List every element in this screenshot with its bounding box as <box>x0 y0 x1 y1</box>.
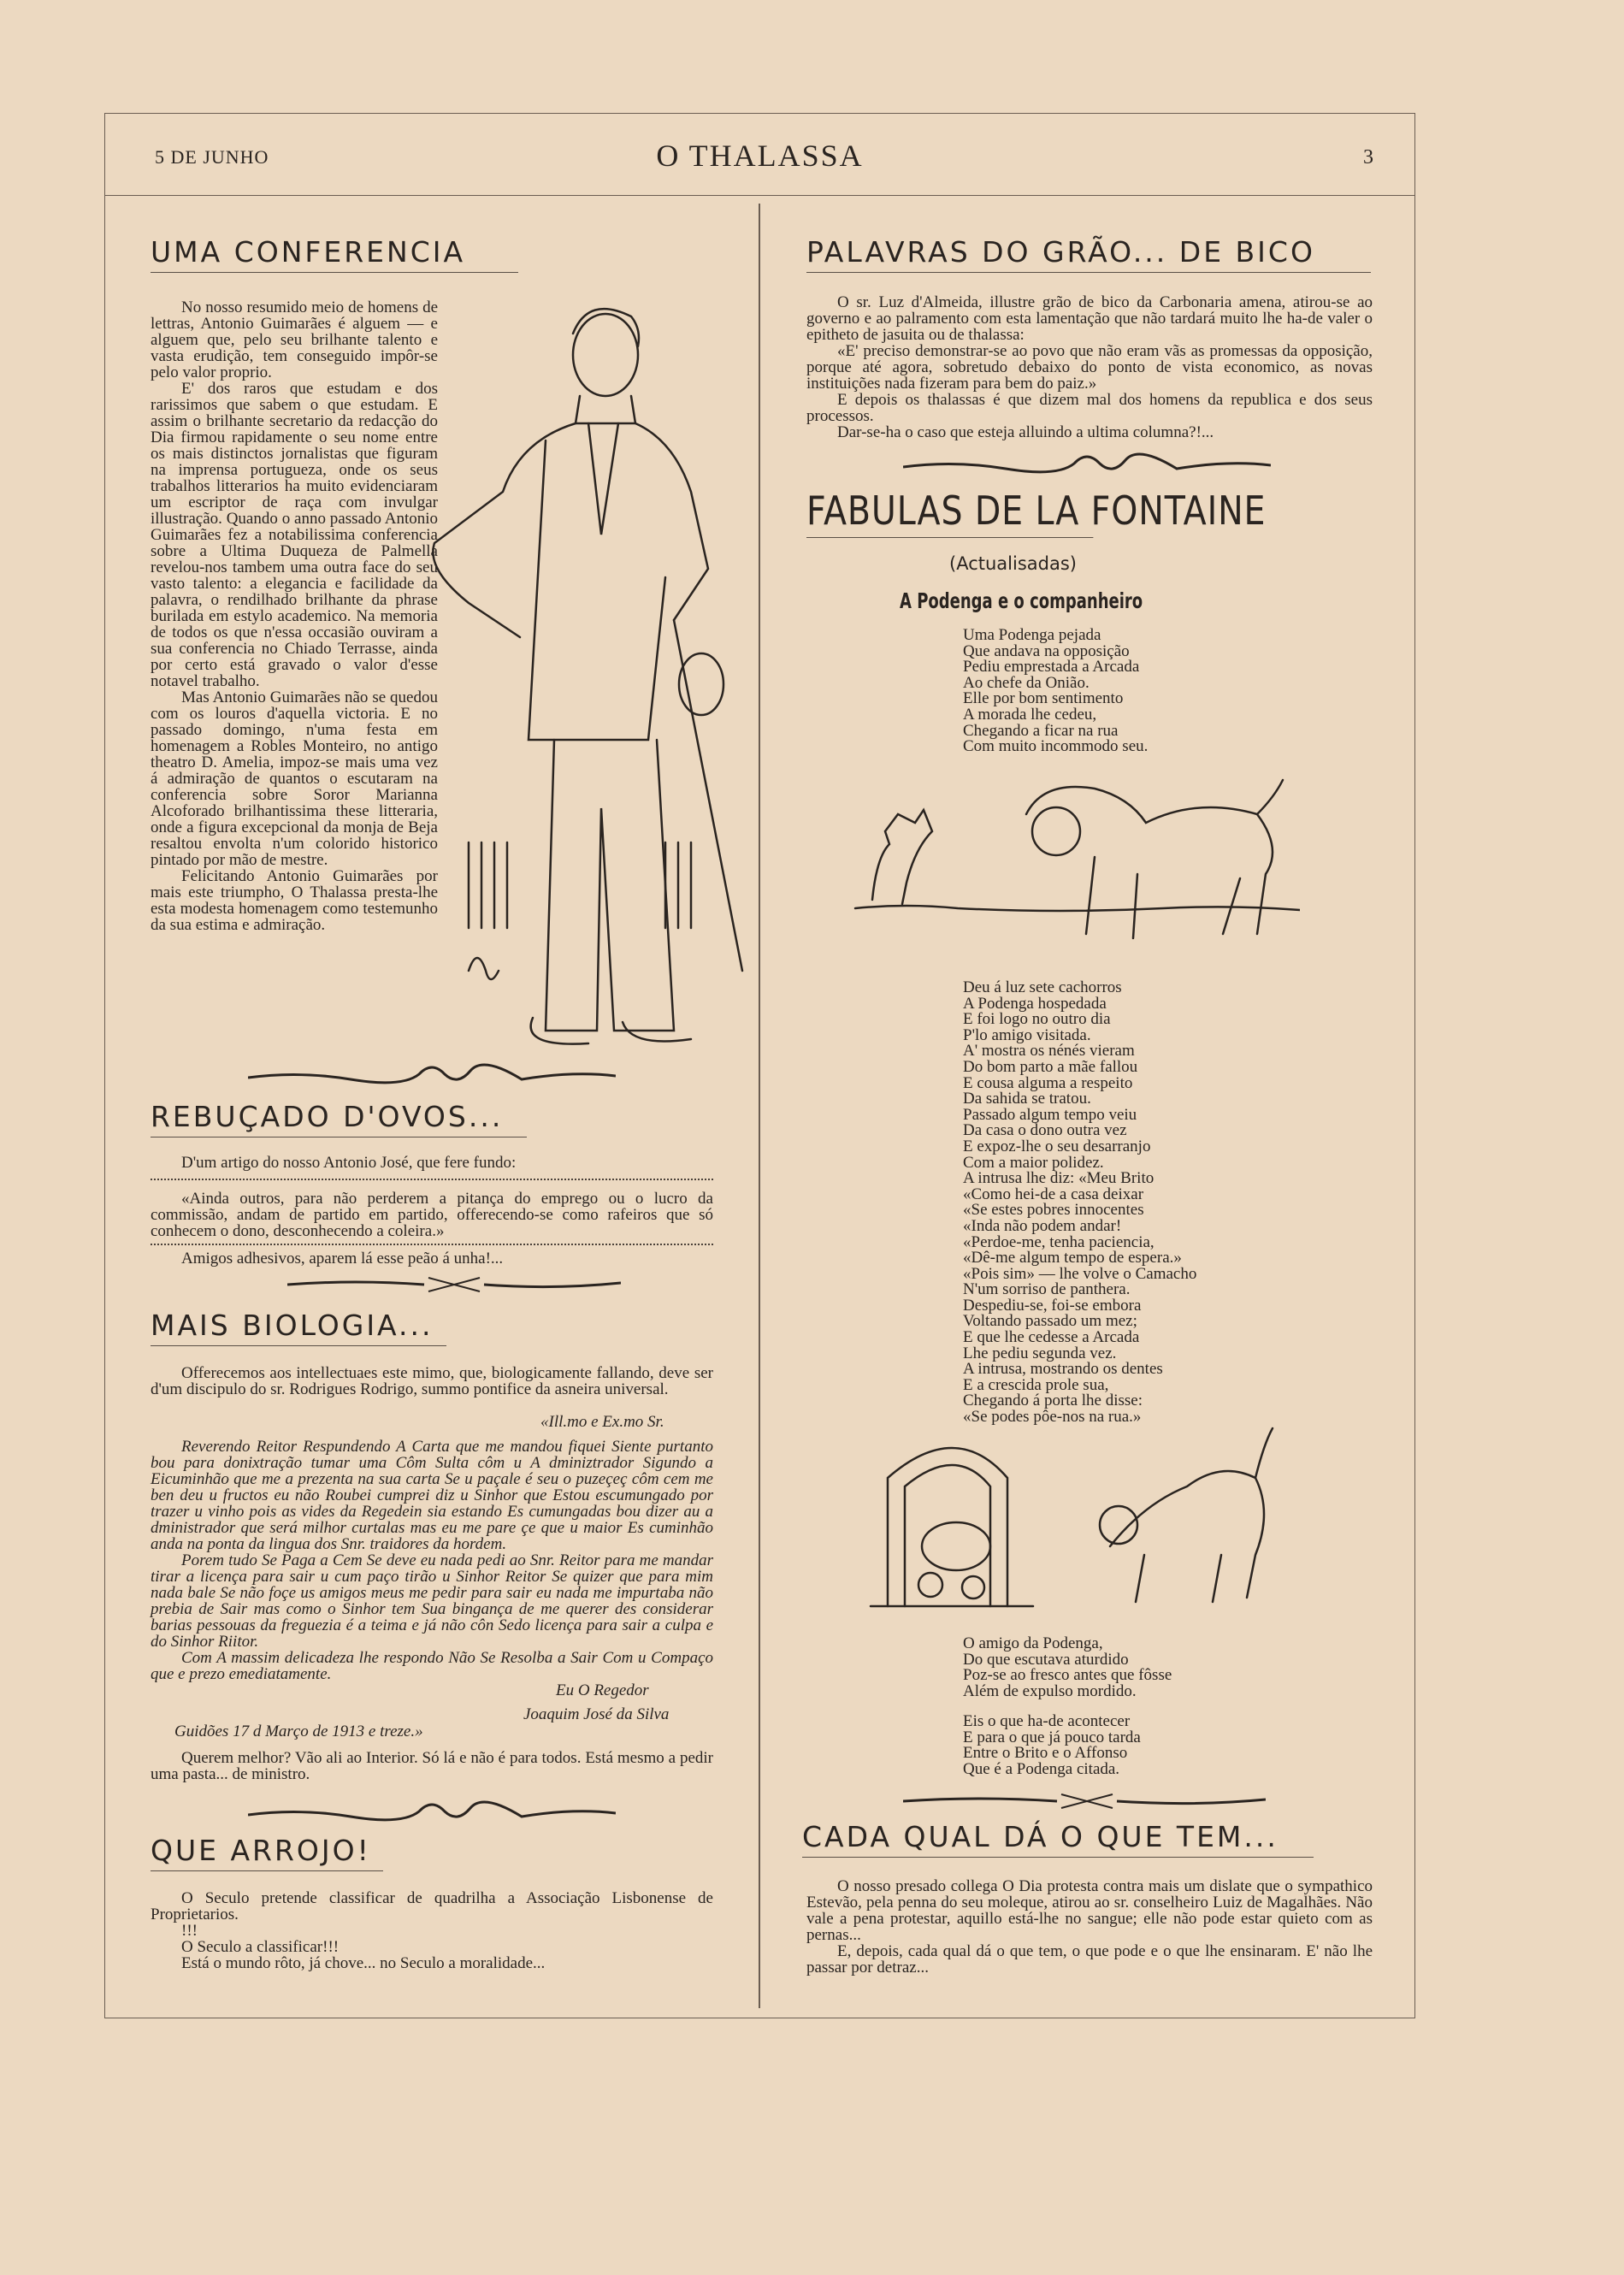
cada-qual-paragraph: O nosso presado collega O Dia protesta contra mais um dislate que o sympathico Estevão, pela penna do seu moleque, atirou ao sr. conselheiro Luiz de Magalhães. Não vale a pena protestar, aquillo está-lhe no sangue; elle não pode estar quieto com as pernas... <box>806 1877 1373 1944</box>
palavras-body <box>806 294 1373 440</box>
rebucado-closing: Amigos adhesivos, aparem lá esse peão á unha!... <box>181 1250 504 1268</box>
fable-stanza-4: Eis o que ha-de acontecer E para o que já pouco tarda Entre o Brito e o Affonso Que é a Podenga citada. <box>963 1712 1141 1778</box>
kennel-illustration <box>862 1427 1290 1616</box>
conferencia-paragraph: No nosso resumido meio de homens de lettras, Antonio Guimarães é alguem — e alguem que, pelo seu brilhante talento e vasta erudição, tem conseguido impôr-se pelo valor proprio. <box>151 298 438 381</box>
letter-signature-title: Eu O Regedor <box>556 1681 649 1699</box>
palavras-paragraph: «E' preciso demonstrar-se ao povo que não eram vãs as promessas da opposição, porque até agora, sobretudo debaixo do ponto de vista economico, as novas instituições nada fizeram para bem do paiz.» <box>806 342 1373 393</box>
arrojo-body <box>151 1890 713 1971</box>
arrojo-line: O Seculo a classificar!!! <box>181 1938 340 1956</box>
letter-paragraph: Reverendo Reitor Respundendo A Carta que me mandou fiquei Siente purtanto bou para donixtração tumar uma Côm Sulta côm u A dminiztrador Sigundo a Eicuminhão que me a prezenta na sua carta Se u paçale é seu o puzeçeç côm cem me ben deu u fructos eu não Roubei cumprei diz u Sinhor que Estou escumungado por trazer u vinho pois as vides da Regedein sia estando Es cumungadas bou dizer au a dministrador que será milhor curtalas mas eu me pare çe que u maior Es cuminhão anda na ponta da lingua dos Snr. traidores da hordem. <box>151 1438 713 1553</box>
letter-paragraph: Porem tudo Se Paga a Cem Se deve eu nada pedi ao Snr. Reitor para me mandar tirar a licença para sair u cum paço tirão u Sinhor Reitor Se quizer que para mim nada bale Se não foçe us amigos meus me pedir para sair eu nada me impurtaba não prebia de Sair mas como o Sinhor tem Sua bingança de me querer des considerar barias pessouas da freguezia é a teima e já não côn Sedo licença para sair a culpa e do Sinhor Riitor. <box>151 1551 713 1651</box>
cada-qual-paragraph: E, depois, cada qual dá o que tem, o que pode e o que lhe ensinaram. E' não lhe passar por detraz... <box>806 1942 1373 1977</box>
palavras-paragraph: Dar-se-ha o caso que esteja alluindo a ultima columna?!... <box>837 423 1214 441</box>
rebucado-body <box>151 1155 713 1171</box>
page-number: 3 <box>1363 146 1373 168</box>
rebucado-intro: D'um artigo do nosso Antonio José, que fere fundo: <box>181 1154 517 1172</box>
issue-date: 5 DE JUNHO <box>155 146 269 168</box>
arrojo-line: O Seculo pretende classificar de quadrilha a Associação Lisbonense de Proprietarios. <box>151 1889 713 1923</box>
cada-qual-heading: CADA QUAL DÁ O QUE TEM... <box>802 1820 1314 1858</box>
letter-place-date: Guidões 17 d Março de 1913 e treze.» <box>174 1722 423 1740</box>
ornament-divider <box>287 1274 621 1295</box>
arrojo-line: Está o mundo rôto, já chove... no Seculo a moralidade... <box>181 1954 546 1972</box>
caricature-illustration <box>417 295 753 1048</box>
arrojo-heading: QUE ARROJO! <box>151 1834 383 1871</box>
palavras-heading: PALAVRAS DO GRÃO... DE BICO <box>806 235 1371 273</box>
biologia-salutation: «Ill.mo e Ex.mo Sr. <box>540 1413 664 1431</box>
biologia-letter <box>151 1439 713 1682</box>
fable-stanza-2: Deu á luz sete cachorros A Podenga hospedada E foi logo no outro dia P'lo amigo visitada. A' mostra os nénés vieram Do bom parto a mãe fallou E cousa alguma a respeito Da sahida se tratou. Passado algum tempo veiu Da casa o dono outra vez E expoz-lhe o seu desarranjo Com a maior polidez. A intrusa lhe diz: «Meu Brito «Como hei-de a casa deixar «Se estes pobres innocentes «Inda não podem andar! «Perdoe-me, tenha paciencia, «Dê-me algum tempo de espera.» «Pois sim» — lhe volve o Camacho N'um sorriso de panthera. Despediu-se, foi-se embora Voltando passado um mez; E que lhe cedesse a Arcada Lhe pediu segunda vez. A intrusa, mostrando os dentes E a crescida prole sua, Chegando á porta lhe disse: «Se podes pôe-nos na rua.» <box>963 978 1197 1427</box>
biologia-heading: MAIS BIOLOGIA... <box>151 1309 446 1346</box>
rebucado-quote-block <box>151 1191 713 1239</box>
fable-stanza-3: O amigo da Podenga, Do que escutava aturdido Poz-se ao fresco antes que fôsse Além de expulso mordido. <box>963 1634 1172 1700</box>
letter-signature-name: Joaquim José da Silva <box>523 1705 670 1723</box>
fabulas-heading: FABULAS DE LA FONTAINE <box>806 488 1093 538</box>
letter-paragraph: Com A massim delicadeza lhe respondo Não Se Resolba a Sair Com u Compaço que e prezo emediatamente. <box>151 1649 713 1683</box>
arrojo-line: !!! <box>181 1922 198 1940</box>
page-header <box>105 114 1414 196</box>
column-divider <box>759 204 760 2008</box>
rebucado-heading: REBUÇADO D'OVOS... <box>151 1100 527 1138</box>
cada-qual-body <box>806 1878 1373 1976</box>
rebucado-quote: «Ainda outros, para não perderem a pitança do emprego ou o lucro da commissão, andam de partido em partido, offerecendo-se como rafeiros que só conhecem o dono, desconhecendo a coleira.» <box>151 1190 713 1240</box>
palavras-paragraph: O sr. Luz d'Almeida, illustre grão de bico da Carbonaria amena, atirou-se ao governo e ao palramento com esta lamentação que não tardará muito lhe ha-de valer o epitheto de jasuita ou de thalassa: <box>806 293 1373 344</box>
conferencia-body <box>151 299 438 933</box>
conferencia-heading: UMA CONFERENCIA <box>151 235 518 273</box>
biologia-closing: Querem melhor? Vão ali ao Interior. Só lá e não é para todos. Está mesmo a pedir uma pasta... de ministro. <box>151 1749 713 1783</box>
conferencia-paragraph: Felicitando Antonio Guimarães por mais este triumpho, O Thalassa presta-lhe esta modesta homenagem como testemunho da sua estima e admiração. <box>151 867 438 934</box>
fable-title: A Podenga e o companheiro <box>900 588 1143 613</box>
biologia-intro: Offerecemos aos intellectuaes este mimo, que, biologicamente fallando, deve ser d'um discipulo do sr. Rodrigues Rodrigo, summo pontifice da asneira universal. <box>151 1364 713 1398</box>
fable-stanza-1: Uma Podenga pejada Que andava na opposição Pediu emprestada a Arcada Ao chefe da Onião. Elle por bom sentimento A morada lhe cedeu, Chegando a ficar na rua Com muito incommodo seu. <box>963 626 1149 756</box>
ornament-divider <box>903 1791 1266 1811</box>
rebucado-closing-block <box>151 1250 713 1267</box>
newspaper-title: O THALASSA <box>656 139 864 173</box>
dotted-rule <box>151 1179 713 1180</box>
fabulas-subtitle: (Actualisadas) <box>949 553 1077 574</box>
ornament-divider <box>903 448 1271 482</box>
conferencia-paragraph: E' dos raros que estudam e dos rarissimos que sabem o que estudam. E assim o brilhante secretario da redacção do Dia firmou rapidamente o seu nome entre os mais distinctos jornalistas que figuram na imprensa portugueza, onde os seus trabalhos litterarios ha muito evidenciaram um escriptor de raça com invulgar illustração. Quando o anno passado Antonio Guimarães fez a notabilissima conferencia sobre a Ultima Duqueza de Palmella revelou-nos tambem uma outra face do seu vasto talento: a elegancia e facilidade da palavra, o rendilhado brilhante da phrase burilada em estylo academico. Na memoria de todos os que n'essa occasião ouviram a sua conferencia no Chiado Terrasse, ainda por certo está gravado o valor d'esse notavel trabalho. <box>151 380 438 690</box>
biologia-intro-block <box>151 1365 713 1398</box>
dogs-illustration <box>838 763 1300 968</box>
palavras-paragraph: E depois os thalassas é que dizem mal dos homens da republica e dos seus processos. <box>806 391 1373 425</box>
biologia-closing-block <box>151 1750 713 1782</box>
ornament-divider <box>248 1059 616 1093</box>
dotted-rule <box>151 1244 713 1245</box>
ornament-divider <box>248 1796 616 1830</box>
conferencia-paragraph: Mas Antonio Guimarães não se quedou com os louros d'aquella victoria. E no passado domingo, n'uma festa em homenagem a Robles Monteiro, no antigo theatro D. Amelia, impoz-se mais uma vez á admiração de quantos o escutaram na conferencia sobre Soror Marianna Alcoforado brilhantissima these litteraria, onde a figura excepcional da monja de Beja resaltou envolta n'um colorido historico pintado por mão de mestre. <box>151 688 438 869</box>
